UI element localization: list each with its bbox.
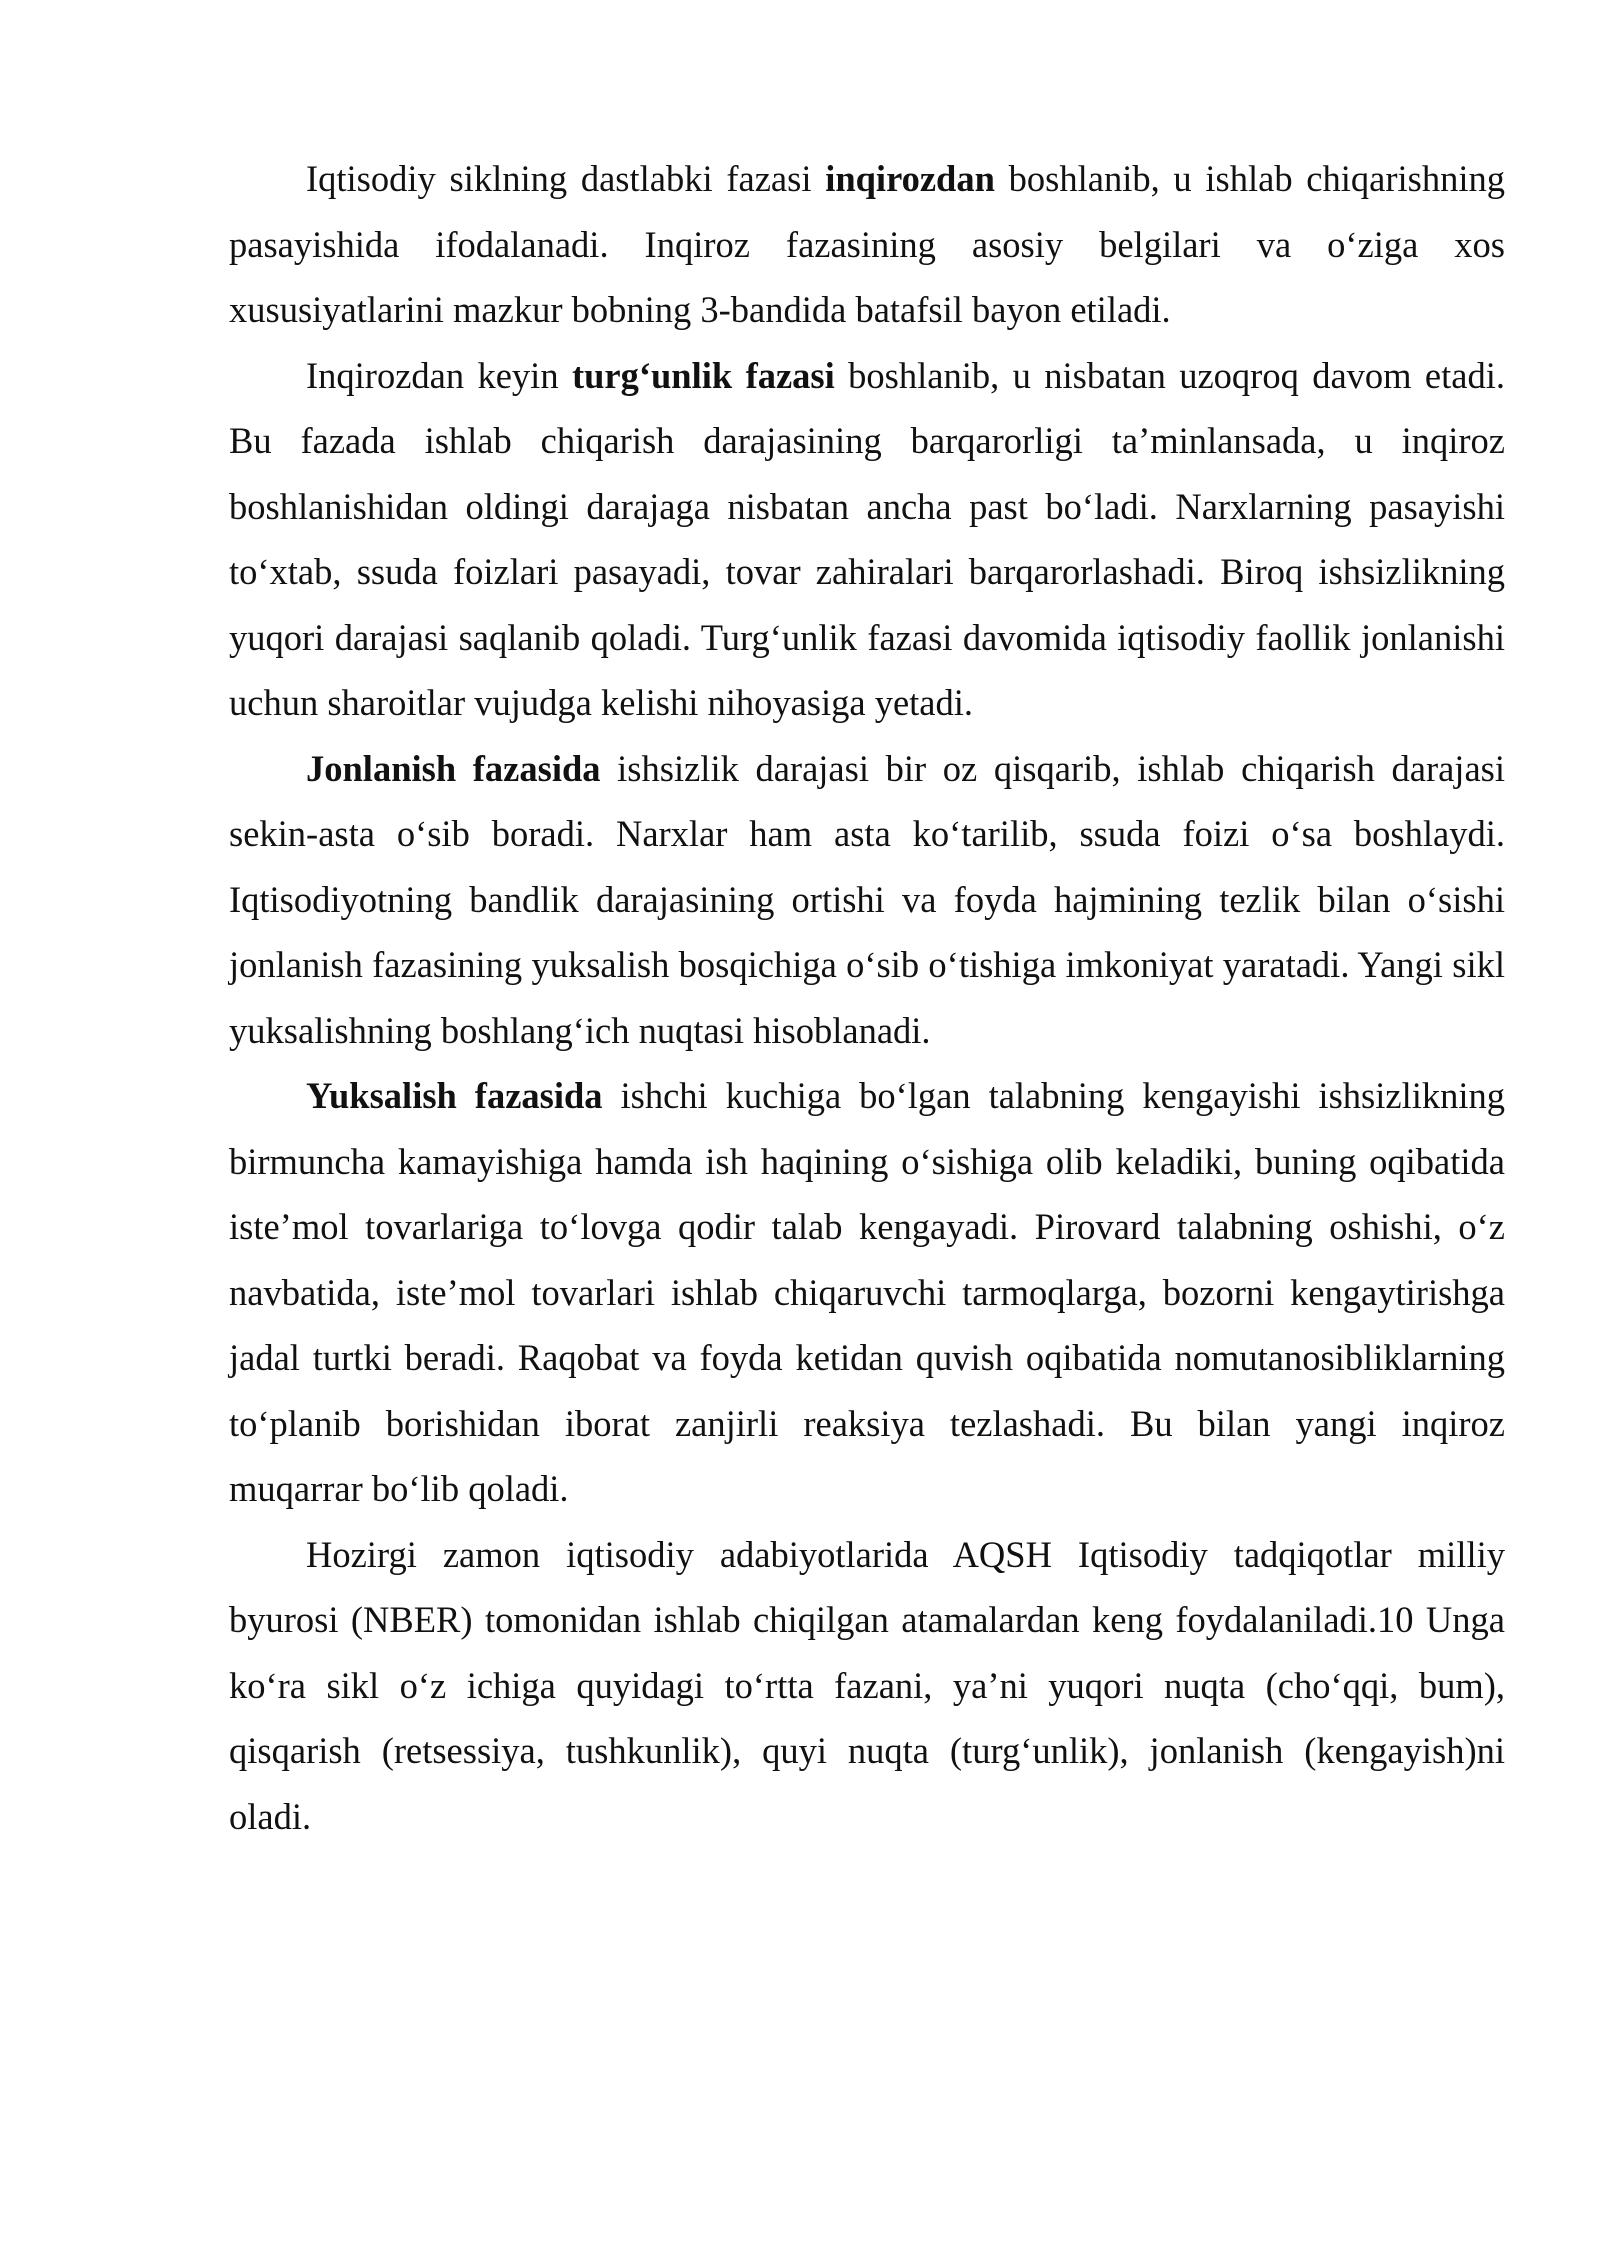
paragraph-text: Hozirgi zamon iqtisodiy adabiyotlarida AQSH Iqtisodiy tadqiqotlar milliy byurosi (NBER) tomonidan ishlab chiqilgan atamalardan keng foydalaniladi.10 Unga ko‘ra sikl o‘z ichiga quyidagi to‘rtta fazani, ya’ni yuqori nuqta (cho‘qqi, bum), qisqarish (retsessiya, tushkunlik), quyi nuqta (turg‘unlik), jonlanish (kengayish)ni oladi. [229,1533,1505,1837]
paragraph-text: Inqirozdan keyin [306,354,572,396]
paragraph-yuksalish [229,1063,1505,1522]
paragraph-jonlanish [229,736,1505,1064]
paragraph-nber [229,1522,1505,1850]
paragraph-inqiroz [229,146,1505,343]
document-body [229,146,1505,1849]
bold-term: Jonlanish fazasida [306,747,601,789]
bold-term: inqirozdan [825,158,995,199]
paragraph-text: ishchi kuchiga bo‘lgan talabning kengayishi ishsizlikning birmuncha kamayishiga hamda ish haqining o‘sishiga olib keladiki, buning oqibatida iste’mol tovarlariga to‘lovga qodir talab kengayadi. Pirovard talabning oshishi, o‘z navbatida, iste’mol tovarlari ishlab chiqaruvchi tarmoqlarga, bozorni kengaytirishga jadal turtki beradi. Raqobat va foyda ketidan quvish oqibatida nomutanosibliklarning to‘planib borishidan iborat zanjirli reaksiya tezlashadi. Bu bilan yangi inqiroz muqarrar bo‘lib qoladi. [229,1075,1505,1509]
paragraph-text: Iqtisodiy siklning dastlabki fazasi [306,158,826,199]
paragraph-text: boshlanib, u ishlab chiqarishning pasayishida ifodalanadi. Inqiroz fazasining asosiy belgilari va o‘ziga xos xususiyatlarini mazkur bobning 3-bandida batafsil bayon etiladi. [229,158,1505,330]
paragraph-turgunlik [229,343,1505,736]
paragraph-text: ishsizlik darajasi bir oz qisqarib, ishlab chiqarish darajasi sekin-asta o‘sib boradi. Narxlar ham asta ko‘tarilib, ssuda foizi o‘sa boshlaydi. Iqtisodiyotning bandlik darajasining ortishi va foyda hajmining tezlik bilan o‘sishi jonlanish fazasining yuksalish bosqichiga o‘sib o‘tishiga imkoniyat yaratadi. Yangi sikl yuksalishning boshlang‘ich nuqtasi hisoblanadi. [229,747,1505,1051]
bold-term: Yuksalish fazasida [306,1075,603,1116]
paragraph-text: boshlanib, u nisbatan uzoqroq davom etadi. Bu fazada ishlab chiqarish darajasining barqarorligi ta’minlansada, u inqiroz boshlanishidan oldingi darajaga nisbatan ancha past bo‘ladi. Narxlarning pasayishi to‘xtab, ssuda foizlari pasayadi, tovar zahiralari barqarorlashadi. Biroq ishsizlikning yuqori darajasi saqlanib qoladi. Turg‘unlik fazasi davomida iqtisodiy faollik jonlanishi uchun sharoitlar vujudga kelishi nihoyasiga yetadi. [229,354,1505,723]
bold-term: turg‘unlik fazasi [571,354,835,396]
